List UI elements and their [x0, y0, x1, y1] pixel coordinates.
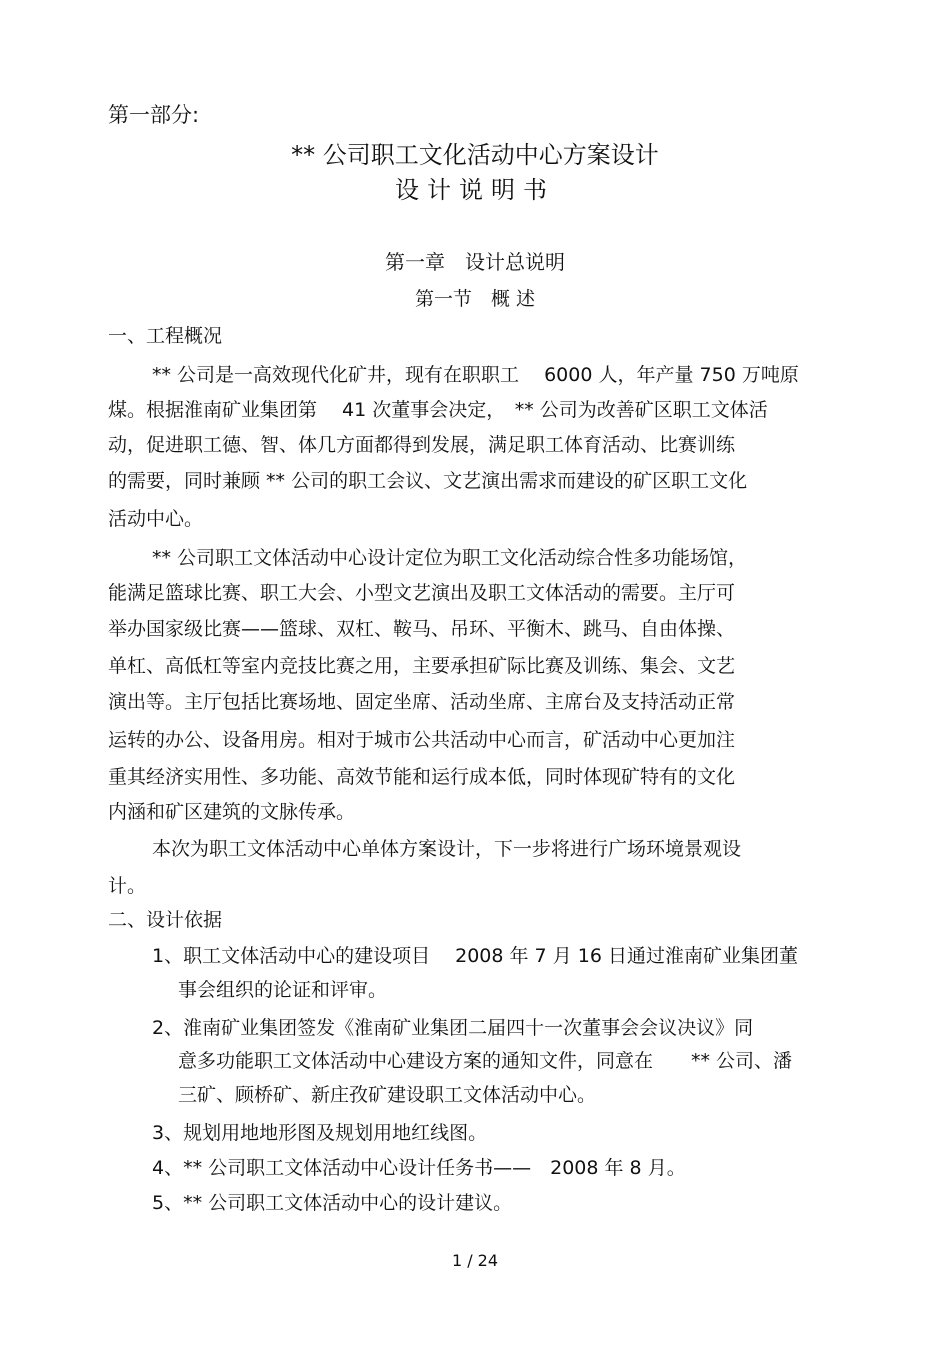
page-number: 1 / 24	[451, 1251, 499, 1270]
paragraph-line: 本次为职工文体活动中心单体方案设计，下一步将进行广场环境景观设	[152, 838, 742, 860]
paragraph-line: 举办国家级比赛——篮球、双杠、鞍马、吊环、平衡木、跳马、自由体操、	[108, 618, 736, 640]
list-item-continuation: 三矿、顾桥矿、新庄孜矿建设职工文体活动中心。	[178, 1084, 597, 1106]
paragraph-line: 活动中心。	[108, 508, 204, 530]
heading-design-basis: 二、设计依据	[108, 909, 223, 931]
paragraph-line: 煤。根据淮南矿业集团第 41 次董事会决定， ** 公司为改善矿区职工文体活	[108, 399, 768, 421]
paragraph-line: 单杠、高低杠等室内竞技比赛之用，主要承担矿际比赛及训练、集会、文艺	[108, 655, 736, 677]
part-label: 第一部分:	[108, 103, 200, 127]
list-item: 4、** 公司职工文体活动中心设计任务书—— 2008 年 8 月。	[152, 1157, 686, 1179]
heading-project-overview: 一、工程概况	[108, 325, 223, 347]
list-item: 5、** 公司职工文体活动中心的设计建议。	[152, 1192, 513, 1214]
paragraph-line: 演出等。主厅包括比赛场地、固定坐席、活动坐席、主席台及支持活动正常	[108, 691, 736, 713]
paragraph-line: 能满足篮球比赛、职工大会、小型文艺演出及职工文体活动的需要。主厅可	[108, 582, 736, 604]
document-subtitle: 设计说明书	[395, 176, 555, 204]
paragraph-line: 运转的办公、设备用房。相对于城市公共活动中心而言，矿活动中心更加注	[108, 729, 736, 751]
paragraph-line: 动，促进职工德、智、体几方面都得到发展，满足职工体育活动、比赛训练	[108, 434, 736, 456]
section-heading: 第一节 概 述	[414, 288, 536, 310]
list-item: 2、淮南矿业集团签发《淮南矿业集团二届四十一次董事会会议决议》同	[152, 1017, 754, 1039]
document-title: ** 公司职工文化活动中心方案设计	[291, 141, 659, 169]
paragraph-line: 内涵和矿区建筑的文脉传承。	[108, 801, 356, 823]
paragraph-line: 计。	[108, 875, 147, 897]
list-item-continuation: 意多功能职工文体活动中心建设方案的通知文件，同意在 ** 公司、潘	[178, 1050, 793, 1072]
paragraph-line: 的需要，同时兼顾 ** 公司的职工会议、文艺演出需求而建设的矿区职工文化	[108, 470, 748, 492]
list-item: 3、规划用地地形图及规划用地红线图。	[152, 1122, 488, 1144]
list-item-continuation: 事会组织的论证和评审。	[178, 979, 388, 1001]
paragraph-line: ** 公司是一高效现代化矿井，现有在职职工 6000 人，年产量 750 万吨原	[152, 364, 799, 386]
paragraph-line: 重其经济实用性、多功能、高效节能和运行成本低，同时体现矿特有的文化	[108, 766, 736, 788]
chapter-heading: 第一章 设计总说明	[385, 250, 565, 274]
list-item: 1、职工文体活动中心的建设项目 2008 年 7 月 16 日通过淮南矿业集团董	[152, 945, 798, 967]
paragraph-line: ** 公司职工文体活动中心设计定位为职工文化活动综合性多功能场馆，	[152, 547, 748, 569]
